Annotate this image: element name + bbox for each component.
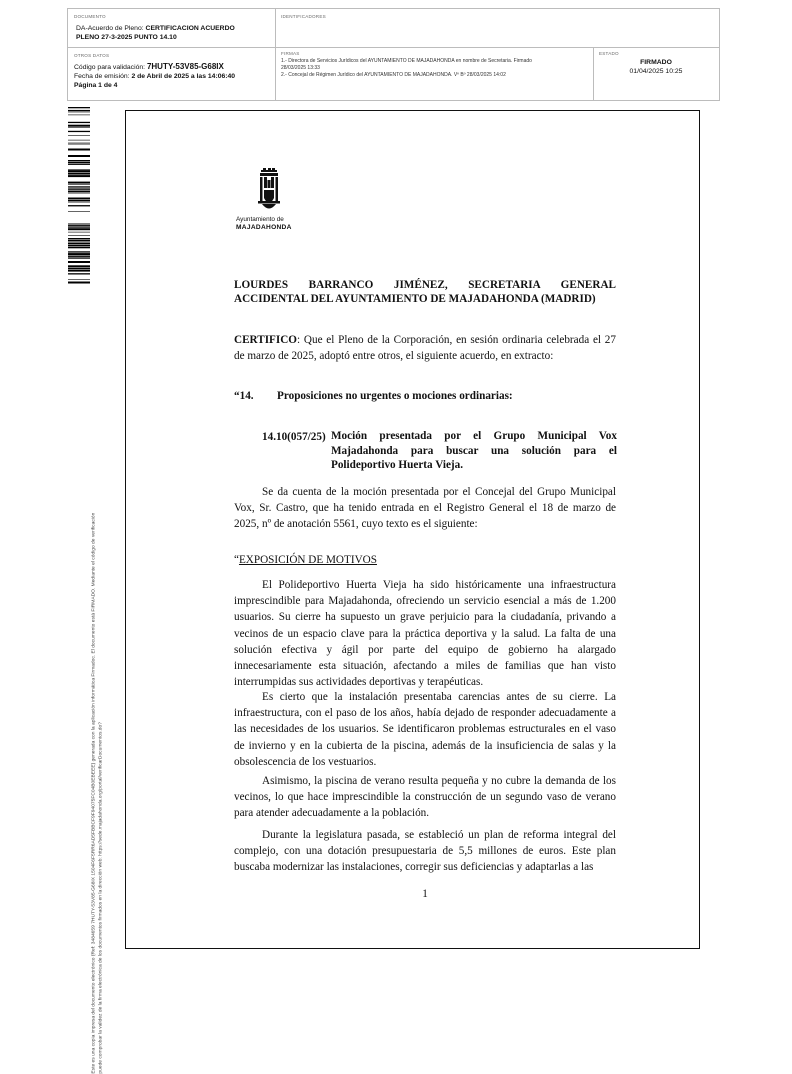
heading-line-2: ACCIDENTAL DEL AYUNTAMIENTO DE MAJADAHONDA (MADRID) bbox=[234, 293, 596, 305]
document-header bbox=[67, 8, 720, 101]
page-number: 1 bbox=[422, 888, 428, 900]
sub-item-title: Moción presentada por el Grupo Municipal Vox Majadahonda para buscar una solución para el Polideportivo Huerta Vieja. bbox=[331, 430, 617, 472]
side-text-line-2: puede comprobar la validez de la firma electrónica de los documentos firmados en la dirección web: https://sede.majadahonda.org/portal/verificarDocumentos.do? bbox=[98, 722, 103, 1074]
documento-line2: PLENO 27-3-2025 PUNTO 14.10 bbox=[76, 34, 177, 41]
verification-side-text bbox=[91, 174, 104, 1074]
estado-date: 01/04/2025 10:25 bbox=[629, 68, 683, 75]
intro-paragraph: Se da cuenta de la moción presentada por el Concejal del Grupo Municipal Vox, Sr. Castro, que ha tenido entrada en el Registro General el 18 de marzo de 2025, nº de anotación 5561, cuyo texto es el siguiente: bbox=[234, 486, 616, 531]
otros-datos bbox=[74, 62, 274, 90]
certifico-paragraph bbox=[234, 332, 616, 364]
documento-prefix: DA-Acuerdo de Pleno: bbox=[76, 25, 144, 32]
fecha-value: 2 de Abril de 2025 a las 14:06:40 bbox=[131, 73, 236, 80]
sub-item-number: 14.10(057/25) bbox=[262, 431, 326, 443]
pagina: Página 1 de 4 bbox=[74, 82, 118, 89]
heading-line-1: LOURDES BARRANCO JIMÉNEZ, SECRETARIA GENERAL bbox=[234, 279, 616, 291]
paragraph-4: Durante la legislatura pasada, se estableció un plan de reforma integral del complejo, con una dotación presupuestaria de 5,5 millones de euros. Este plan buscaba modernizar las instalaciones, corregir sus deficiencias y adaptarlas a las bbox=[234, 829, 616, 874]
ayuntamiento-logo bbox=[236, 168, 302, 238]
otros-datos-caption: OTROS DATOS bbox=[74, 53, 110, 58]
divider bbox=[68, 47, 719, 48]
paragraph-2: Es cierto que la instalación presentaba carencias antes de su cierre. La infraestructura, con el paso de los años, había dejado de responder adecuadamente a las necesidades de los usuarios. Se identificaron problemas estructurales en el vaso de invierno y en la cubierta de la piscina, además de la insuficiencia de salas y la obsolescencia de los vestuarios. bbox=[234, 691, 616, 768]
logo-text-line-2: MAJADAHONDA bbox=[236, 224, 292, 231]
identificadores-caption: IDENTIFICADORES bbox=[281, 14, 326, 19]
fecha-label: Fecha de emisión: bbox=[74, 73, 130, 80]
exposicion-quote: “ bbox=[234, 554, 239, 566]
coat-of-arms-icon bbox=[236, 168, 302, 214]
divider bbox=[275, 47, 276, 101]
documento-bold: CERTIFICACION ACUERDO bbox=[145, 25, 235, 32]
side-text-line-1: Este es una copia impresa del documento electrónico (Ref: 3484659 7HUTY-53V85-G68IX 1504F6F5RR6AD5FBBCF9F94075FC04B0EBEEE) generada con la aplicación informática Firmadoc. El documento está FIRMADO. Mediante el código de verificación bbox=[91, 512, 97, 1074]
logo-text-line-1: Ayuntamiento de bbox=[236, 216, 284, 223]
exposicion-heading bbox=[234, 552, 616, 568]
estado-value: FIRMADO bbox=[640, 59, 672, 66]
certifico-label: CERTIFICO bbox=[234, 334, 298, 346]
documento-title bbox=[76, 24, 235, 42]
divider bbox=[275, 9, 276, 47]
firma-1: 1.- Directora de Servicios Jurídicos del AYUNTAMIENTO DE MAJADAHONDA en nombre de Secretaria. Firmado bbox=[281, 58, 532, 64]
codigo-label: Código para validación: bbox=[74, 64, 146, 71]
firma-1-date: 28/03/2025 13:33 bbox=[281, 65, 320, 71]
estado-caption: ESTADO bbox=[599, 51, 619, 56]
firma-2: 2.- Concejal de Régimen Jurídico del AYUNTAMIENTO DE MAJADAHONDA. Vº Bº 28/03/2025 14:02 bbox=[281, 72, 506, 78]
estado bbox=[594, 58, 718, 76]
documento-caption: DOCUMENTO bbox=[74, 14, 106, 19]
exposicion-title: EXPOSICIÓN DE MOTIVOS bbox=[238, 554, 377, 566]
paragraph-1: El Polideportivo Huerta Vieja ha sido históricamente una infraestructura imprescindible para Majadahonda, ofreciendo un servicio esencial a más de 1.200 usuarios. Su cierre ha supuesto un grave perjuicio para la ciudadanía, privando a vecinos de un espacio clave para la práctica deportiva y la salud. La falta de una solución efectiva y ágil por parte del equipo de gobierno ha alargado innecesariamente esta situación, afectando a miles de familias que han visto interrumpidas sus actividades deportivas y terapéuticas. bbox=[234, 579, 616, 689]
item-number: “14. bbox=[234, 390, 254, 402]
barcode bbox=[68, 107, 90, 285]
paragraph-3: Asimismo, la piscina de verano resulta pequeña y no cubre la demanda de los vecinos, lo que hace imprescindible la construcción de un segundo vaso de verano para atender adecuadamente a la población. bbox=[234, 775, 616, 820]
certifico-text: : Que el Pleno de la Corporación, en sesión ordinaria celebrada el 27 de marzo de 2025, adoptó entre otros, el siguiente acuerdo, en extracto: bbox=[234, 334, 616, 363]
codigo-value: 7HUTY-53V85-G68IX bbox=[146, 62, 224, 71]
firmas-list bbox=[281, 58, 586, 79]
firmas-caption: FIRMAS bbox=[281, 51, 300, 56]
item-title: Proposiciones no urgentes o mociones ordinarias: bbox=[277, 390, 513, 402]
